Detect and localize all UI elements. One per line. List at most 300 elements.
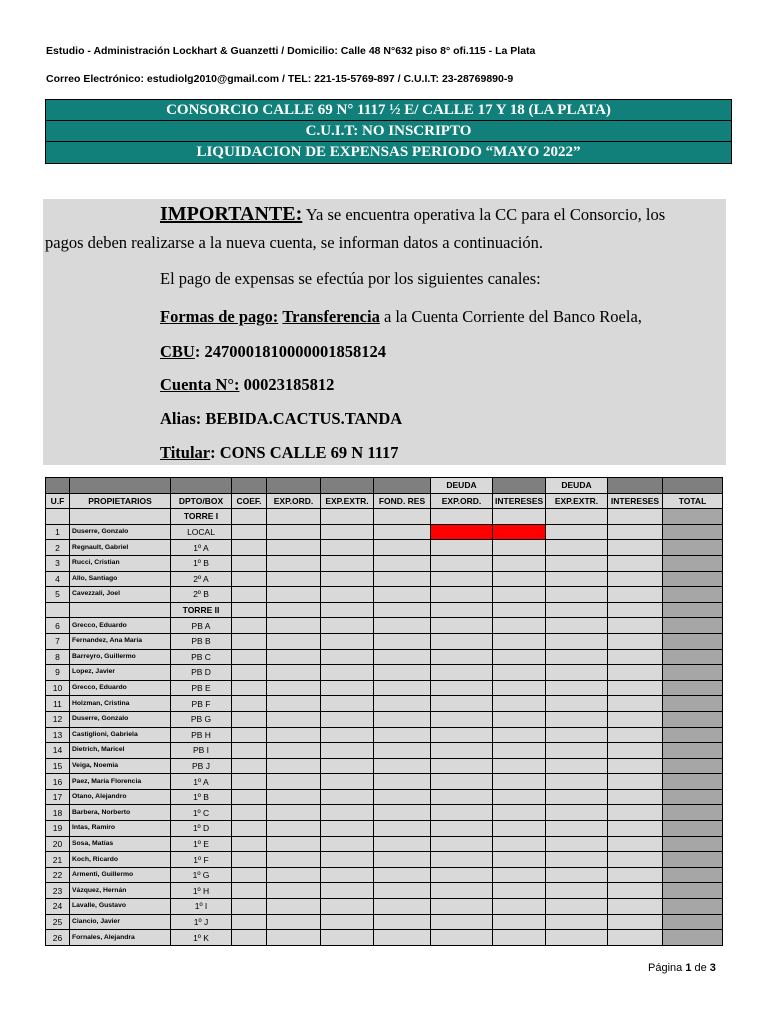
table-cell [431,930,493,946]
table-cell [321,805,374,821]
important-text-cont: pagos deben realizarse a la nueva cuenta, se informan datos a continuación. [45,233,543,252]
table-cell [546,711,608,727]
group-cell [267,478,321,494]
table-cell [546,821,608,837]
table-cell [321,602,374,618]
table-cell [608,696,663,712]
table-cell [431,743,493,759]
payment-methods-line [160,307,642,327]
unit-cell: PB A [171,618,232,634]
settlement-period: LIQUIDACION DE EXPENSAS PERIODO “MAYO 2022” [46,142,731,163]
table-cell [608,867,663,883]
uf-cell: 5 [46,587,70,603]
table-cell [321,524,374,540]
column-header: INTERESES [608,493,663,509]
table-cell [493,805,546,821]
table-cell [232,821,267,837]
table-cell [546,836,608,852]
debt-flag-cell [493,524,546,540]
table-cell [431,836,493,852]
group-cell [374,478,431,494]
table-cell [267,587,321,603]
table-cell [608,836,663,852]
table-cell [267,805,321,821]
uf-cell: 21 [46,852,70,868]
table-cell [70,602,171,618]
unit-cell: 1º G [171,867,232,883]
table-cell [232,789,267,805]
table-cell [546,649,608,665]
owner-cell: Allo, Santiago [70,571,171,587]
table-cell [493,867,546,883]
owner-cell: Barreyro, Guillermo [70,649,171,665]
group-cell [663,478,723,494]
group-cell [321,478,374,494]
table-cell [321,618,374,634]
total-cell [663,649,723,665]
table-cell [546,867,608,883]
owner-cell: Lopez, Javier [70,665,171,681]
table-cell [267,914,321,930]
table-cell [493,914,546,930]
owner-cell: Lavalle, Gustavo [70,899,171,915]
owner-cell: Ciancio, Javier [70,914,171,930]
table-row [46,540,723,556]
table-cell [232,852,267,868]
table-row [46,727,723,743]
table-cell [431,805,493,821]
table-cell [546,540,608,556]
owner-cell: Duserre, Gonzalo [70,711,171,727]
table-cell [321,665,374,681]
table-cell [493,509,546,525]
table-cell [608,758,663,774]
table-cell [374,555,431,571]
table-cell [374,821,431,837]
owner-cell: Grecco, Eduardo [70,618,171,634]
table-cell [546,680,608,696]
table-cell [267,727,321,743]
table-cell [493,696,546,712]
table-cell [374,618,431,634]
table-cell [374,711,431,727]
uf-cell: 16 [46,774,70,790]
table-cell [431,883,493,899]
table-cell [493,899,546,915]
table-cell [267,758,321,774]
table-cell [321,758,374,774]
table-cell [267,602,321,618]
payment-notice [43,199,726,465]
table-cell [267,696,321,712]
uf-cell: 18 [46,805,70,821]
table-cell [267,633,321,649]
table-cell [608,524,663,540]
table-cell [493,789,546,805]
deuda-ord-group-label: DEUDA [431,478,493,494]
table-cell [493,555,546,571]
cbu-label: CBU [160,342,195,361]
table-row [46,571,723,587]
table-cell [546,618,608,634]
table-cell [546,587,608,603]
column-header: FOND. RES [374,493,431,509]
expenses-table [45,477,723,946]
unit-cell: 2º A [171,571,232,587]
table-cell [232,805,267,821]
unit-cell: PB C [171,649,232,665]
table-cell [546,571,608,587]
unit-cell: PB G [171,711,232,727]
total-cell [663,774,723,790]
table-cell [374,727,431,743]
table-cell [374,930,431,946]
page-current: 1 [685,962,692,974]
table-row [46,555,723,571]
column-header: DPTO/BOX [171,493,232,509]
table-row [46,789,723,805]
total-cell [663,696,723,712]
unit-cell: 1º C [171,805,232,821]
total-cell [663,633,723,649]
table-row [46,821,723,837]
table-cell [232,727,267,743]
table-cell [608,555,663,571]
table-group-header-row [46,478,723,494]
table-cell [267,789,321,805]
group-cell [46,478,70,494]
table-cell [374,633,431,649]
table-cell [493,618,546,634]
table-cell [267,743,321,759]
uf-cell: 10 [46,680,70,696]
table-cell [493,633,546,649]
table-row [46,633,723,649]
consortium-name: CONSORCIO CALLE 69 N° 1117 ½ E/ CALLE 17 Y 18 (LA PLATA) [46,100,731,121]
table-cell [608,930,663,946]
uf-cell: 23 [46,883,70,899]
table-cell [232,774,267,790]
table-cell [374,774,431,790]
consortium-cuit: C.U.I.T: NO INSCRIPTO [46,121,731,142]
table-cell [321,680,374,696]
uf-cell: 15 [46,758,70,774]
unit-cell: 1º B [171,789,232,805]
table-cell [70,509,171,525]
table-cell [431,509,493,525]
table-cell [374,899,431,915]
page-label: Página [648,962,686,974]
unit-cell: 1º H [171,883,232,899]
table-cell [493,680,546,696]
unit-cell: 1º D [171,821,232,837]
unit-cell: 1º A [171,540,232,556]
table-cell [232,883,267,899]
table-cell [608,789,663,805]
table-cell [546,914,608,930]
table-cell [493,602,546,618]
table-cell [232,930,267,946]
table-cell [46,602,70,618]
uf-cell: 25 [46,914,70,930]
table-cell [608,571,663,587]
table-cell [493,727,546,743]
column-header: EXP.EXTR. [546,493,608,509]
table-cell [267,867,321,883]
alias-line: Alias: BEBIDA.CACTUS.TANDA [160,409,403,428]
table-cell [431,867,493,883]
total-cell [663,805,723,821]
table-cell [232,899,267,915]
table-cell [431,821,493,837]
section-label: TORRE II [171,602,232,618]
table-row [46,711,723,727]
table-cell [232,571,267,587]
table-cell [374,524,431,540]
table-cell [493,571,546,587]
uf-cell: 14 [46,743,70,759]
table-cell [232,743,267,759]
cbu-line [160,342,386,362]
table-cell [546,899,608,915]
table-cell [267,930,321,946]
table-cell [608,618,663,634]
total-cell [663,758,723,774]
table-cell [431,587,493,603]
total-cell [663,867,723,883]
important-line [160,203,665,226]
table-cell [431,727,493,743]
table-cell [232,618,267,634]
important-label: IMPORTANTE: [160,203,303,225]
total-cell [663,727,723,743]
table-cell [321,930,374,946]
total-cell [663,743,723,759]
table-row [46,618,723,634]
table-cell [321,633,374,649]
table-cell [431,649,493,665]
table-cell [267,680,321,696]
table-cell [232,665,267,681]
table-cell [321,743,374,759]
studio-address-line: Estudio - Administración Lockhart & Guanzetti / Domicilio: Calle 48 N°632 piso 8° ofi.115 - La Plata [46,45,536,57]
table-cell [608,540,663,556]
uf-cell: 4 [46,571,70,587]
table-header-row [46,493,723,509]
table-cell [493,930,546,946]
table-cell [546,696,608,712]
table-cell [232,867,267,883]
table-cell [232,540,267,556]
table-cell [374,789,431,805]
table-cell [493,758,546,774]
total-cell [663,665,723,681]
owner-cell: Rucci, Cristian [70,555,171,571]
unit-cell: 2º B [171,587,232,603]
total-cell [663,680,723,696]
section-row [46,509,723,525]
table-cell [267,665,321,681]
uf-cell: 8 [46,649,70,665]
table-cell [267,618,321,634]
deuda-extr-group-label: DEUDA [546,478,608,494]
table-cell [321,696,374,712]
table-cell [232,680,267,696]
table-row [46,649,723,665]
total-cell [663,899,723,915]
table-cell [546,852,608,868]
table-cell [267,555,321,571]
column-header: COEF. [232,493,267,509]
table-cell [431,618,493,634]
table-cell [232,836,267,852]
table-cell [321,587,374,603]
table-cell [321,509,374,525]
owner-cell: Armenti, Guillermo [70,867,171,883]
unit-cell: PB J [171,758,232,774]
table-cell [546,665,608,681]
owner-cell: Regnault, Gabriel [70,540,171,556]
table-row [46,883,723,899]
table-cell [431,680,493,696]
table-cell [546,727,608,743]
table-cell [374,743,431,759]
uf-cell: 24 [46,899,70,915]
table-cell [374,805,431,821]
payment-method-detail: a la Cuenta Corriente del Banco Roela, [379,307,642,326]
owner-cell: Duserre, Gonzalo [70,524,171,540]
table-row [46,743,723,759]
table-cell [546,633,608,649]
page-indicator [648,962,716,974]
owner-cell: Dietrich, Maricel [70,743,171,759]
table-cell [546,509,608,525]
table-cell [431,852,493,868]
owner-cell: Sosa, Matías [70,836,171,852]
account-label: Cuenta N°: [160,375,240,394]
table-cell [608,711,663,727]
uf-cell: 1 [46,524,70,540]
payment-methods-label: Formas de pago: [160,307,279,326]
group-cell [493,478,546,494]
table-row [46,680,723,696]
table-cell [321,883,374,899]
total-cell [663,540,723,556]
page-separator: de [691,962,710,974]
total-cell [663,789,723,805]
table-cell [321,711,374,727]
table-cell [546,883,608,899]
table-row [46,805,723,821]
table-cell [608,680,663,696]
table-cell [374,758,431,774]
table-cell [267,774,321,790]
table-cell [374,914,431,930]
table-row [46,587,723,603]
owner-cell: Barbera, Norberto [70,805,171,821]
table-cell [232,602,267,618]
table-cell [608,509,663,525]
table-cell [431,540,493,556]
table-cell [321,727,374,743]
table-row [46,867,723,883]
table-cell [267,524,321,540]
titular-line [160,443,399,463]
owner-cell: Vázquez, Hernán [70,883,171,899]
table-cell [267,883,321,899]
titular-label: Titular [160,443,211,462]
unit-cell: LOCAL [171,524,232,540]
owner-cell: Grecco, Eduardo [70,680,171,696]
unit-cell: 1º E [171,836,232,852]
page-total: 3 [709,962,716,974]
uf-cell: 3 [46,555,70,571]
uf-cell: 2 [46,540,70,556]
total-cell [663,711,723,727]
table-cell [546,774,608,790]
unit-cell: PB F [171,696,232,712]
owner-cell: Otano, Alejandro [70,789,171,805]
table-cell [608,774,663,790]
column-header: EXP.EXTR. [321,493,374,509]
unit-cell: 1º A [171,774,232,790]
owner-cell: Fornales, Alejandra [70,930,171,946]
uf-cell: 22 [46,867,70,883]
table-cell [321,821,374,837]
table-cell [321,571,374,587]
table-cell [493,852,546,868]
studio-contact-line: Correo Electrónico: estudiolg2010@gmail.com / TEL: 221-15-5769-897 / C.U.I.T: 23-28769890-9 [46,73,514,85]
owner-cell: Castiglioni, Gabriela [70,727,171,743]
group-cell [608,478,663,494]
table-cell [546,789,608,805]
unit-cell: PB I [171,743,232,759]
payment-method-value: Transferencia [282,307,380,326]
table-cell [431,711,493,727]
table-cell [431,899,493,915]
table-cell [374,867,431,883]
table-cell [663,602,723,618]
table-row [46,930,723,946]
uf-cell: 11 [46,696,70,712]
table-cell [608,587,663,603]
table-cell [374,665,431,681]
table-cell [267,571,321,587]
table-cell [431,696,493,712]
column-header: EXP.ORD. [431,493,493,509]
uf-cell: 26 [46,930,70,946]
table-cell [321,899,374,915]
unit-cell: PB B [171,633,232,649]
group-cell [70,478,171,494]
total-cell [663,914,723,930]
uf-cell: 9 [46,665,70,681]
table-cell [431,602,493,618]
table-cell [608,883,663,899]
debt-flag-cell [431,524,493,540]
table-cell [232,633,267,649]
table-cell [374,587,431,603]
total-cell [663,555,723,571]
table-row [46,899,723,915]
unit-cell: 1º B [171,555,232,571]
table-cell [321,867,374,883]
table-cell [267,509,321,525]
table-cell [374,883,431,899]
table-cell [608,743,663,759]
table-cell [546,758,608,774]
payment-channels-text: El pago de expensas se efectúa por los siguientes canales: [160,269,541,288]
